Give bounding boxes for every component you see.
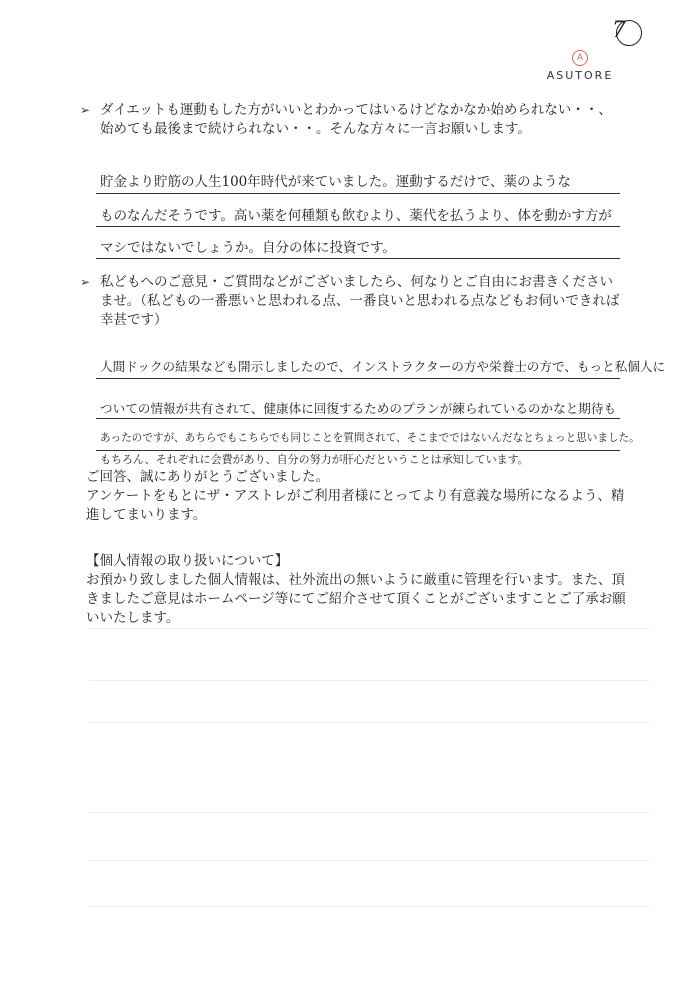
page-number: 7: [612, 18, 626, 43]
question-1-text: ダイエットも運動もした方がいいとわかってはいるけどなかなか始められない・・、始めても最後まで続けられない・・。そんな方々に一言お願いします。: [100, 102, 612, 137]
answer-2-line-4: もちろん、それぞれに会費があり、自分の努力が肝心だということは承知しています。: [100, 453, 529, 466]
bleed-through-line: [90, 906, 650, 907]
privacy-notice: [86, 552, 626, 628]
answer-rule: [96, 226, 620, 227]
logo-text: ASUTORE: [546, 69, 614, 82]
arrow-bullet-icon: ➢: [80, 275, 91, 289]
answer-rule: [96, 418, 620, 419]
bleed-through-line: [90, 722, 650, 723]
bleed-through-line: [90, 860, 650, 861]
logo-mark-icon: A: [572, 50, 588, 66]
answer-rule: [96, 258, 620, 259]
question-2-text: 私どもへのご意見・ご質問などがございましたら、何なりとご自由にお書きくださいませ。（私どもの一番悪いと思われる点、一番良いと思われる点などもお伺いできれば幸甚です）: [100, 274, 620, 328]
answer-rule: [96, 378, 620, 379]
answer-1-line-1: 貯金より貯筋の人生100年時代が来ていました。運動するだけで、薬のような: [100, 174, 571, 190]
closing-message: [86, 468, 626, 525]
answer-2-line-1: 人間ドックの結果なども開示しましたので、インストラクターの方や栄養士の方で、もっと私個人に: [100, 359, 666, 374]
closing-body: アンケートをもとにザ・アストレがご利用者様にとってより有意義な場所になるよう、精進してまいります。: [86, 488, 625, 523]
privacy-heading: 【個人情報の取り扱いについて】: [86, 553, 289, 569]
arrow-bullet-icon: ➢: [80, 103, 91, 117]
bleed-through-line: [90, 812, 650, 813]
closing-thanks: ご回答、誠にありがとうございました。: [86, 469, 329, 485]
answer-2-line-2: ついての情報が共有されて、健康体に回復するためのプランが練られているのかなと期待も: [100, 401, 617, 416]
question-2: [80, 273, 620, 330]
privacy-body: お預かり致しました個人情報は、社外流出の無いように厳重に管理を行います。また、頂きましたご意見はホームページ等にてご紹介させて頂くことがございますことご了承お願いいたします。: [86, 572, 626, 626]
brand-logo: [540, 50, 620, 82]
answer-1-line-2: ものなんだそうです。高い薬を何種類も飲むより、薬代を払うより、体を動かす方が: [100, 208, 612, 224]
answer-2-line-3: あったのですが、あちらでもこちらでも同じことを質問されて、そこまでではないんだなとちょっと思いました。: [100, 432, 640, 444]
question-1: [80, 101, 620, 139]
bleed-through-line: [90, 680, 650, 681]
answer-1-line-3: マシではないでしょうか。自分の体に投資です。: [100, 240, 396, 256]
answer-rule: [96, 193, 620, 194]
bleed-through-line: [90, 628, 650, 629]
